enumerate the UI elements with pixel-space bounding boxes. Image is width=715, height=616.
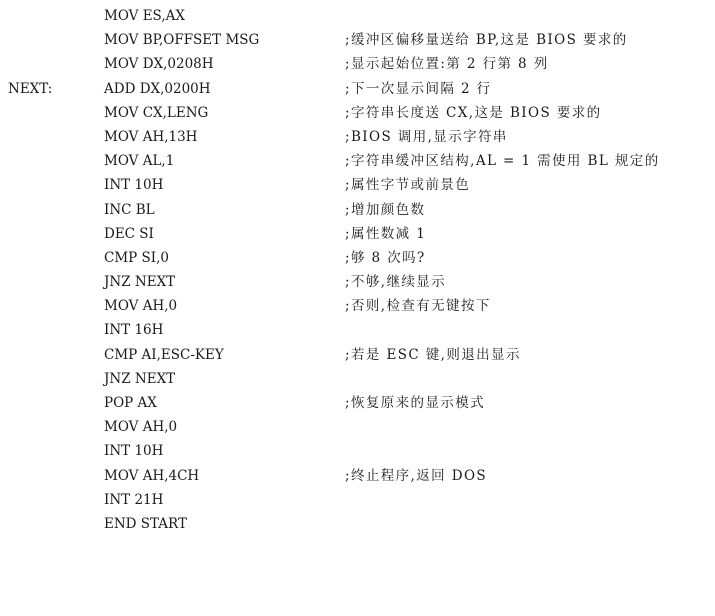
code-line: [0, 512, 715, 536]
instruction: MOV AH,0: [104, 298, 178, 315]
instruction: INT 10H: [104, 177, 164, 194]
assembly-listing: [0, 4, 715, 536]
instruction: INT 10H: [104, 443, 164, 460]
instruction: JNZ NEXT: [104, 274, 176, 291]
instruction: MOV DX,0208H: [104, 56, 214, 73]
code-line: [0, 4, 715, 28]
code-line: [0, 439, 715, 463]
code-line: [0, 391, 715, 415]
code-line: [0, 222, 715, 246]
code-line: [0, 246, 715, 270]
code-line: [0, 270, 715, 294]
instruction: END START: [104, 515, 187, 532]
code-line: [0, 488, 715, 512]
comment: ;属性字节或前景色: [345, 177, 471, 194]
comment: ;否则,检查有无键按下: [345, 298, 491, 315]
code-line: [0, 52, 715, 76]
instruction: JNZ NEXT: [104, 370, 176, 387]
instruction: INT 21H: [104, 491, 164, 508]
code-line: [0, 149, 715, 173]
code-line: [0, 125, 715, 149]
code-line: [0, 77, 715, 101]
comment: ;缓冲区偏移量送给 BP,这是 BIOS 要求的: [345, 32, 628, 49]
code-line: [0, 464, 715, 488]
comment: ;显示起始位置:第 2 行第 8 列: [345, 56, 549, 73]
comment: ;若是 ESC 键,则退出显示: [345, 346, 521, 363]
line-label: NEXT:: [8, 80, 53, 97]
comment: ;属性数减 1: [345, 225, 427, 242]
code-line: [0, 415, 715, 439]
comment: ;字符串长度送 CX,这是 BIOS 要求的: [345, 104, 602, 121]
code-line: [0, 367, 715, 391]
instruction: ADD DX,0200H: [104, 80, 211, 97]
code-line: [0, 343, 715, 367]
instruction: CMP AI,ESC-KEY: [104, 346, 224, 363]
instruction: CMP SI,0: [104, 249, 169, 266]
instruction: MOV AH,13H: [104, 128, 198, 145]
comment: ;下一次显示间隔 2 行: [345, 80, 492, 97]
instruction: MOV AH,4CH: [104, 467, 200, 484]
code-line: [0, 173, 715, 197]
instruction: MOV ES,AX: [104, 8, 185, 24]
instruction: MOV AL,1: [104, 153, 175, 170]
code-line: [0, 101, 715, 125]
instruction: MOV CX,LENG: [104, 104, 209, 121]
instruction: POP AX: [104, 395, 157, 411]
comment: ;恢复原来的显示模式: [345, 395, 486, 411]
comment: ;够 8 次吗?: [345, 249, 426, 266]
instruction: MOV AH,0: [104, 419, 178, 436]
comment: ;不够,继续显示: [345, 274, 447, 291]
code-line: [0, 28, 715, 52]
instruction: INC BL: [104, 201, 155, 218]
instruction: DEC SI: [104, 225, 154, 242]
code-line: [0, 198, 715, 222]
comment: ;终止程序,返回 DOS: [345, 467, 488, 484]
code-line: [0, 294, 715, 318]
instruction: INT 16H: [104, 322, 164, 339]
comment: ;BIOS 调用,显示字符串: [345, 128, 508, 145]
comment: ;增加颜色数: [345, 201, 426, 218]
instruction: MOV BP,OFFSET MSG: [104, 32, 260, 49]
comment: ;字符串缓冲区结构,AL = 1 需使用 BL 规定的: [345, 153, 660, 170]
code-line: [0, 318, 715, 342]
